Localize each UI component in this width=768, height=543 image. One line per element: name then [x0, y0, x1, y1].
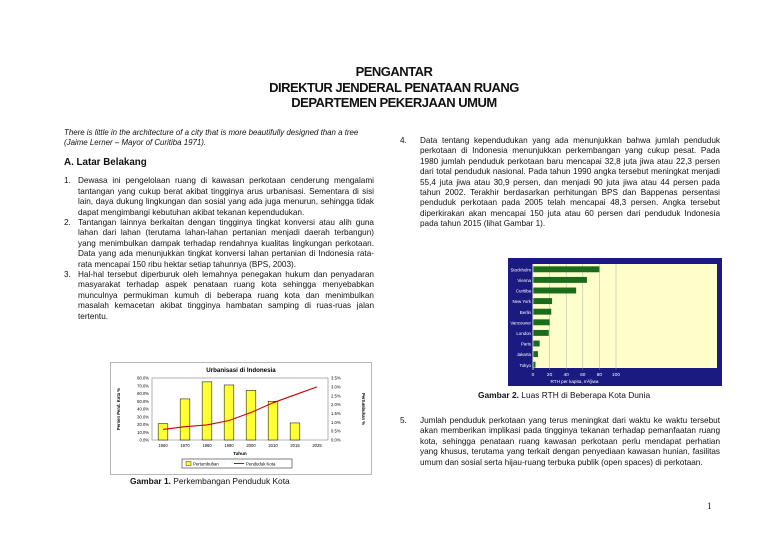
x-tick-label: 1990 [224, 443, 234, 448]
list-item [64, 270, 374, 322]
document-title [0, 64, 768, 111]
bar [246, 390, 256, 440]
list-item [64, 176, 374, 218]
list-item-number: 4. [400, 136, 407, 145]
x-tick-label: 80 [596, 373, 603, 378]
bar [533, 309, 551, 315]
left-column [64, 128, 374, 322]
x-tick-label: 1970 [180, 443, 190, 448]
y-right-tick-label: 2.0% [331, 402, 341, 408]
quote-line-2: (Jaime Lerner – Mayor of Curitiba 1971). [64, 138, 207, 147]
list-item [64, 218, 374, 270]
section-heading: A. Latar Belakang [64, 157, 147, 168]
bar [268, 401, 278, 440]
x-tick-label: 2000 [246, 443, 256, 448]
bar [533, 362, 535, 368]
x-tick-label: 1960 [158, 443, 168, 448]
x-tick-label: 40 [563, 373, 569, 378]
x-tick-label: 20 [546, 373, 553, 378]
bar [158, 424, 168, 440]
bar [224, 385, 234, 440]
legend-label: Pertumbuhan [193, 461, 219, 467]
plot-area [152, 378, 328, 440]
figure-1-text: Perkembangan Penduduk Kota [170, 476, 290, 486]
list-item-text: Hal-hal tersebut diperburuk oleh lemahnya penegakan hukum dan penyadaran masyarakat terhadap aspek penataan ruang kota sehingga menyebabkan munculnya permukiman kumuh di beberapa ruang kota dan menimbulkan masalah kemacetan akibat tingginya hambatan samping di ruas-ruas jalan tertentu. [78, 270, 374, 321]
y-left-tick-label: 30.0% [137, 414, 149, 420]
list-item-number: 2. [64, 218, 71, 228]
bar [533, 330, 549, 336]
y-left-tick-label: 70.0% [137, 383, 149, 389]
y-right-tick-label: 0.5% [331, 428, 341, 434]
y-left-tick-label: 40.0% [137, 406, 149, 412]
list-item-number: 3. [64, 270, 71, 280]
bar [533, 319, 550, 325]
page-number: 1 [707, 501, 712, 511]
bar [533, 288, 576, 294]
y-tick-label: Berlin [519, 309, 531, 315]
bar [533, 351, 538, 357]
legend-swatch-bar [186, 462, 191, 466]
list-item [400, 416, 720, 468]
urbanization-chart [110, 362, 372, 475]
figure-2-label: Gambar 2. [478, 390, 519, 400]
y-left-tick-label: 80.0% [137, 375, 149, 381]
y-tick-label: Stockholm [510, 267, 531, 273]
y-right-tick-label: 2.5% [331, 393, 341, 399]
figure-2-text: Luas RTH di Beberapa Kota Dunia [518, 390, 651, 400]
x-tick-label: 2015 [290, 443, 300, 448]
y-left-tick-label: 60.0% [137, 391, 149, 397]
y-left-tick-label: 20.0% [137, 422, 149, 428]
right-column-lower [400, 410, 720, 468]
y-right-tick-label: 1.5% [331, 411, 341, 417]
x-tick-label: 100 [611, 373, 621, 378]
x-tick-label: 1980 [202, 443, 212, 448]
bar [290, 423, 300, 440]
list-item-text: Data tentang kependudukan yang ada menunjukkan bahwa jumlah penduduk perkotaan di Indonesia menunjukkan perkembangan yang cukup pesat. Pada 1980 jumlah penduduk perkotaan baru mencapai 32,8 juta jiwa atau 22,3 persen dari total penduduk nasional. Pada tahun 1990 angka tersebut meningkat menjadi 55,4 juta jiwa atau 30,9 persen, dan menjadi 90 juta jiwa atau 44 persen pada tahun 2002. Terakhir berdasarkan perhitungan BPS dan Bappenas persentasi penduduk perkotaan pada 2005 telah mencapai 48,3 persen. Angka tersebut diperkirakan akan mencapai 150 juta atau 60 persen dari penduduk Indonesia pada tahun 2015 (lihat Gambar 1). [420, 136, 720, 229]
y-right-tick-label: 3.0% [331, 384, 341, 390]
y-right-tick-label: 1.0% [331, 419, 341, 425]
rth-chart [508, 258, 722, 386]
y-left-axis-label: Persen Pend. Kota % [116, 388, 121, 430]
quote-line-1: There is little in the architecture of a city that is more beautifully designed than a tree [64, 128, 359, 137]
y-right-axis-label: Pertumbuhan % [361, 393, 366, 425]
x-tick-label: 2025 [312, 443, 322, 448]
title-line-1: PENGANTAR [355, 64, 433, 79]
legend-label: Penduduk Kota [246, 461, 276, 467]
chart-title: Urbanisasi di Indonesia [206, 367, 276, 374]
list-item-text: Dewasa ini pengelolaan ruang di kawasan perkotaan cenderung mengalami tantangan yang cukup berat akibat tingginya arus urbanisasi. Sementara di sisi lain, daya dukung lingkungan dan sosial yang ada juga menurun, sehingga tidak dapat mengimbangi kebutuhan akibat tekanan kependudukan. [78, 176, 374, 217]
figure-2-caption [478, 390, 650, 400]
bar [533, 277, 587, 283]
y-tick-label: Paris [520, 341, 531, 347]
x-tick-label: 60 [580, 373, 586, 378]
y-left-tick-label: 0.0% [139, 437, 149, 443]
x-axis-label: RTH per kapita, m²/jiwa [550, 379, 599, 384]
list-item-number: 5. [400, 416, 407, 425]
urbanization-chart-svg [110, 362, 372, 475]
y-tick-label: Vancouver [510, 320, 531, 326]
y-tick-label: Jakarta [516, 352, 531, 358]
bar [533, 298, 552, 304]
y-tick-label: Tokyo [519, 362, 531, 368]
y-tick-label: Vienna [517, 278, 531, 284]
y-left-tick-label: 10.0% [137, 429, 149, 435]
right-column [400, 128, 720, 230]
x-tick-label: 0 [531, 373, 535, 378]
bar [180, 399, 190, 440]
bar [533, 341, 540, 347]
bar [533, 266, 599, 272]
y-right-tick-label: 0.0% [331, 437, 341, 443]
list-item-text: Jumlah penduduk perkotaan yang terus meningkat dari waktu ke waktu tersebut akan memberikan implikasi pada tingginya tekanan terhadap pemanfaatan ruang kota, sehingga penataan ruang kawasan perkotaan perlu mendapat perhatian yang khusus, terutama yang terkait dengan penyediaan kawasan hunian, fasilitas umum dan sosial serta hijau-ruang terbuka publik (open spaces) di perkotaan. [420, 416, 720, 467]
list-item-text: Tantangan lainnya berkaitan dengan tingginya tingkat konversi atau alih guna lahan dari lahan (terutama lahan-lahan pertanian menjadi daerah terbangun) yang menimbulkan dampak terhadap rendahnya kualitas lingkungan perkotaan. Data yang ada menunjukkan tingkat konversi lahan pertanian di Indonesia rata-rata mencapai 150 ribu hektar setiap tahunnya (BPS, 2003). [78, 218, 374, 269]
rth-chart-svg [508, 258, 722, 386]
list-item-number: 1. [64, 176, 71, 186]
y-tick-label: Curitiba [515, 288, 531, 294]
y-left-tick-label: 50.0% [137, 398, 149, 404]
x-axis-label: Tahun [233, 451, 247, 456]
list-item [400, 136, 720, 230]
y-right-tick-label: 3.5% [331, 375, 341, 381]
figure-1-label: Gambar 1. [130, 476, 171, 486]
y-tick-label: London [516, 331, 531, 337]
title-line-2: DIREKTUR JENDERAL PENATAAN RUANG [269, 79, 519, 95]
figure-1-caption [130, 476, 290, 486]
x-tick-label: 2010 [268, 443, 278, 448]
bar [202, 382, 212, 440]
y-tick-label: New York [512, 299, 531, 305]
opening-quote [64, 128, 374, 148]
title-line-3: DEPARTEMEN PEKERJAAN UMUM [291, 95, 497, 110]
